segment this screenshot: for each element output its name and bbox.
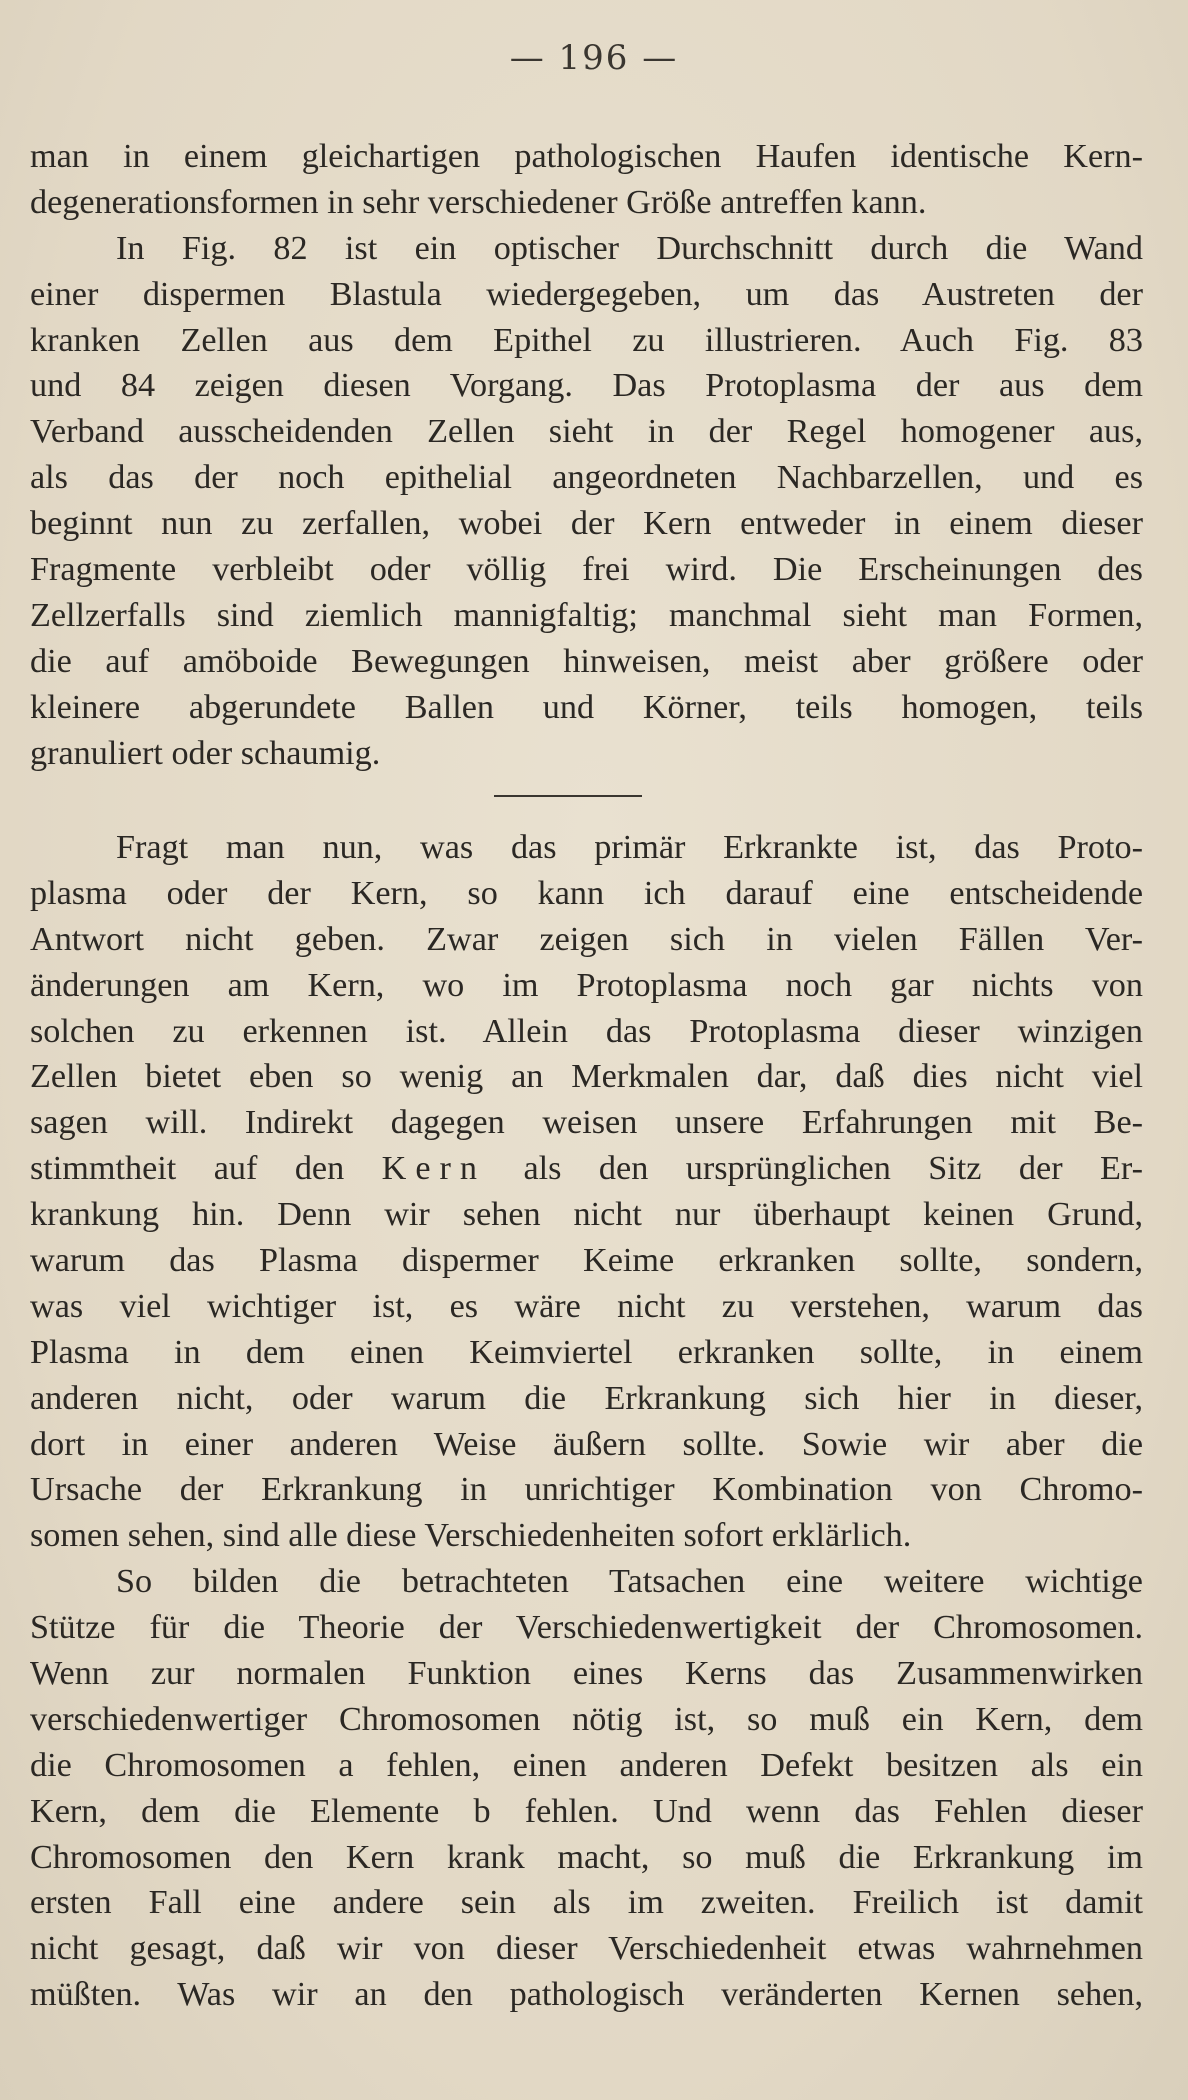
text-line: plasma oder der Kern, so kann ich darauf eine entscheidende	[30, 874, 1143, 912]
text-line: granuliert oder schaumig.	[30, 734, 381, 772]
text-line-with-spaced-word	[30, 1146, 1143, 1192]
text-line: müßten. Was wir an den pathologisch veränderten Kernen sehen,	[30, 1976, 1143, 2014]
page-number: — 196 —	[509, 38, 679, 78]
text-line: man in einem gleichartigen pathologischen Haufen identische Kern-	[30, 138, 1143, 175]
text-line: solchen zu erkennen ist. Allein das Protoplasma dieser winzigen	[30, 1012, 1143, 1050]
text-line: einer dispermen Blastula wiedergegeben, um das Austreten der	[30, 275, 1143, 313]
text-block-lower	[30, 825, 1143, 2018]
text-line: Stütze für die Theorie der Verschiedenwertigkeit der Chromosomen.	[30, 1609, 1143, 1647]
text-line: Fragt man nun, was das primär Erkrankte ist, das Proto-	[116, 829, 1143, 866]
text-line: So bilden die betrachteten Tatsachen eine weitere wichtige	[116, 1563, 1143, 1601]
text-line: beginnt nun zu zerfallen, wobei der Kern entweder in einem dieser	[30, 505, 1143, 543]
text-line: Kern, dem die Elemente b fehlen. Und wenn das Fehlen dieser	[30, 1792, 1143, 1830]
text-line: Zellzerfalls sind ziemlich mannigfaltig; manchmal sieht man Formen,	[30, 596, 1143, 634]
text-fragment: stimmtheit auf den	[30, 1150, 345, 1188]
text-line: Wenn zur normalen Funktion eines Kerns das Zusammenwirken	[30, 1655, 1143, 1693]
text-line: somen sehen, sind alle diese Verschiedenheiten sofort erklärlich.	[30, 1517, 912, 1555]
text-fragment: als den ursprünglichen Sitz der Er-	[523, 1150, 1143, 1188]
text-line: die Chromosomen a fehlen, einen anderen Defekt besitzen als ein	[30, 1746, 1143, 1784]
text-line: krankung hin. Denn wir sehen nicht nur überhaupt keinen Grund,	[30, 1196, 1143, 1234]
text-block-upper	[30, 134, 1143, 776]
text-line: In Fig. 82 ist ein optischer Durchschnitt durch die Wand	[116, 229, 1143, 267]
text-line: ersten Fall eine andere sein als im zweiten. Freilich ist damit	[30, 1884, 1143, 1922]
text-line: was viel wichtiger ist, es wäre nicht zu verstehen, warum das	[30, 1287, 1143, 1325]
text-line: als das der noch epithelial angeordneten Nachbarzellen, und es	[30, 459, 1143, 497]
text-line: nicht gesagt, daß wir von dieser Verschiedenheit etwas wahrnehmen	[30, 1930, 1143, 1968]
text-line: Zellen bietet eben so wenig an Merkmalen dar, daß dies nicht viel	[30, 1058, 1143, 1096]
section-divider	[494, 795, 642, 797]
spaced-emphasis-word: Kern	[381, 1150, 487, 1188]
text-line: kranken Zellen aus dem Epithel zu illustrieren. Auch Fig. 83	[30, 321, 1143, 359]
text-line: und 84 zeigen diesen Vorgang. Das Protoplasma der aus dem	[30, 367, 1143, 405]
text-line: sagen will. Indirekt dagegen weisen unsere Erfahrungen mit Be-	[30, 1104, 1143, 1142]
text-line: änderungen am Kern, wo im Protoplasma noch gar nichts von	[30, 966, 1143, 1004]
text-line: dort in einer anderen Weise äußern sollte. Sowie wir aber die	[30, 1425, 1143, 1463]
text-line: degenerationsformen in sehr verschiedener Größe antreffen kann.	[30, 183, 927, 221]
text-line: Antwort nicht geben. Zwar zeigen sich in vielen Fällen Ver-	[30, 920, 1143, 958]
text-line: Chromosomen den Kern krank macht, so muß die Erkrankung im	[30, 1838, 1143, 1876]
text-line: Ursache der Erkrankung in unrichtiger Kombination von Chromo-	[30, 1471, 1143, 1509]
text-line: Verband ausscheidenden Zellen sieht in der Regel homogener aus,	[30, 413, 1143, 451]
text-line: Plasma in dem einen Keimviertel erkranken sollte, in einem	[30, 1333, 1143, 1371]
text-line: verschiedenwertiger Chromosomen nötig ist, so muß ein Kern, dem	[30, 1700, 1143, 1738]
text-line: kleinere abgerundete Ballen und Körner, teils homogen, teils	[30, 688, 1143, 726]
text-line: die auf amöboide Bewegungen hinweisen, meist aber größere oder	[30, 642, 1143, 680]
text-line: Fragmente verbleibt oder völlig frei wird. Die Erscheinungen des	[30, 551, 1143, 589]
text-line: warum das Plasma dispermer Keime erkranken sollte, sondern,	[30, 1242, 1143, 1280]
text-line: anderen nicht, oder warum die Erkrankung sich hier in dieser,	[30, 1379, 1143, 1417]
